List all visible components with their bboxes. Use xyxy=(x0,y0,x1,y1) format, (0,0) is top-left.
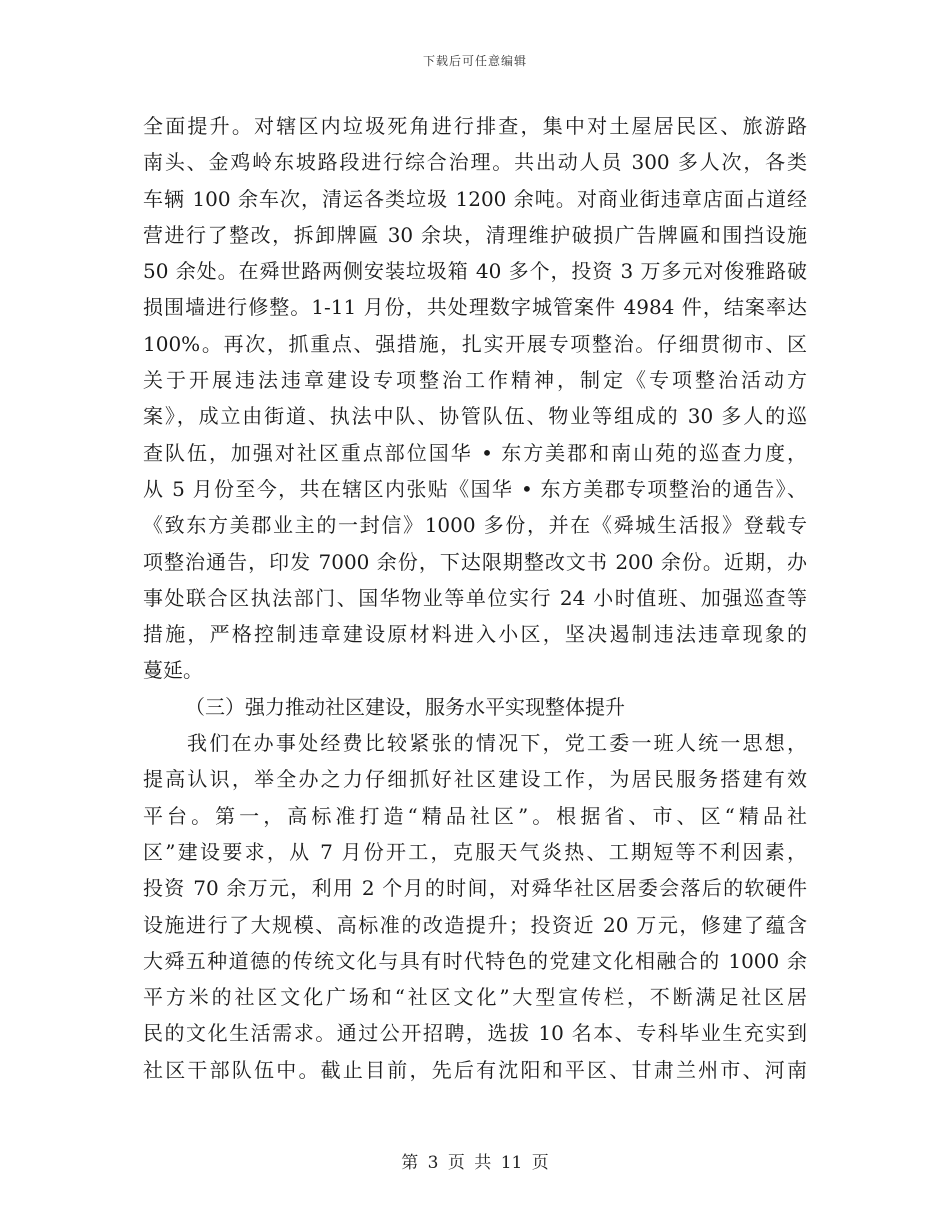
page-label-suffix: 页 xyxy=(531,1153,549,1173)
text-line: 关于开展违法违章建设专项整治工作精神，制定《专项整治活动方 xyxy=(143,368,807,393)
document-body xyxy=(143,108,807,1088)
page-label-prefix: 第 xyxy=(401,1153,419,1173)
text-line: 平台。第一，高标准打造“精品社区”。根据省、市、区“精品社 xyxy=(143,803,807,828)
text-line: 蔓延。 xyxy=(143,658,203,683)
page-footer xyxy=(0,1148,950,1173)
text-line: 提高认识，举全办之力仔细抓好社区建设工作，为居民服务搭建有效 xyxy=(143,767,807,792)
text-line: 我们在办事处经费比较紧张的情况下，党工委一班人统一思想， xyxy=(187,731,807,756)
text-line: 查队伍，加强对社区重点部位国华 • 东方美郡和南山苑的巡查力度， xyxy=(143,440,807,465)
text-line: 南头、金鸡岭东坡路段进行综合治理。共出动人员 300 多人次，各类 xyxy=(143,150,807,175)
heading-line: （三）强力推动社区建设，服务水平实现整体提升 xyxy=(185,694,625,719)
paragraph xyxy=(143,108,807,689)
total-pages-number: 11 xyxy=(500,1153,523,1173)
text-line: 社区干部队伍中。截止目前，先后有沈阳和平区、甘肃兰州市、河南 xyxy=(143,1057,807,1082)
text-line: 50 余处。在舜世路两侧安装垃圾箱 40 多个，投资 3 万多元对俊雅路破 xyxy=(143,259,807,284)
text-line: 区”建设要求，从 7 月份开工，克服天气炎热、工期短等不利因素， xyxy=(143,839,807,864)
text-line: 项整治通告，印发 7000 余份，下达限期整改文书 200 余份。近期，办 xyxy=(143,549,807,574)
text-line: 民的文化生活需求。通过公开招聘，选拔 10 名本、专科毕业生充实到 xyxy=(143,1021,807,1046)
text-line: 全面提升。对辖区内垃圾死角进行排查，集中对土屋居民区、旅游路 xyxy=(143,114,807,138)
page-label-middle: 页 共 xyxy=(447,1153,492,1173)
page-header: 下载后可任意编辑 xyxy=(422,54,527,68)
text-line: 100%。再次，抓重点、强措施，扎实开展专项整治。仔细贯彻市、区 xyxy=(143,331,807,356)
section-heading xyxy=(143,689,807,725)
text-line: 平方米的社区文化广场和“社区文化”大型宣传栏，不断满足社区居 xyxy=(143,985,807,1010)
text-line: 从 5 月份至今，共在辖区内张贴《国华 • 东方美郡专项整治的通告》、 xyxy=(143,476,807,501)
current-page-number: 3 xyxy=(427,1153,439,1173)
text-line: 设施进行了大规模、高标准的改造提升；投资近 20 万元，修建了蕴含 xyxy=(143,912,807,937)
text-line: 损围墙进行修整。1-11 月份，共处理数字城管案件 4984 件，结案率达 xyxy=(143,295,807,320)
text-line: 事处联合区执法部门、国华物业等单位实行 24 小时值班、加强巡查等 xyxy=(143,585,807,610)
text-line: 营进行了整改，拆卸牌匾 30 余块，清理维护破损广告牌匾和围挡设施 xyxy=(143,222,807,247)
text-line: 大舜五种道德的传统文化与具有时代特色的党建文化相融合的 1000 余 xyxy=(143,948,807,973)
text-line: 措施，严格控制违章建设原材料进入小区，坚决遏制违法违章现象的 xyxy=(143,622,807,647)
text-line: 《致东方美郡业主的一封信》1000 多份，并在《舜城生活报》登载专 xyxy=(143,513,807,538)
text-line: 车辆 100 余车次，清运各类垃圾 1200 余吨。对商业街违章店面占道经 xyxy=(143,186,807,211)
paragraph xyxy=(143,725,807,1088)
text-line: 投资 70 余万元，利用 2 个月的时间，对舜华社区居委会落后的软硬件 xyxy=(143,876,807,901)
text-line: 案》，成立由街道、执法中队、协管队伍、物业等组成的 30 多人的巡 xyxy=(143,404,807,429)
